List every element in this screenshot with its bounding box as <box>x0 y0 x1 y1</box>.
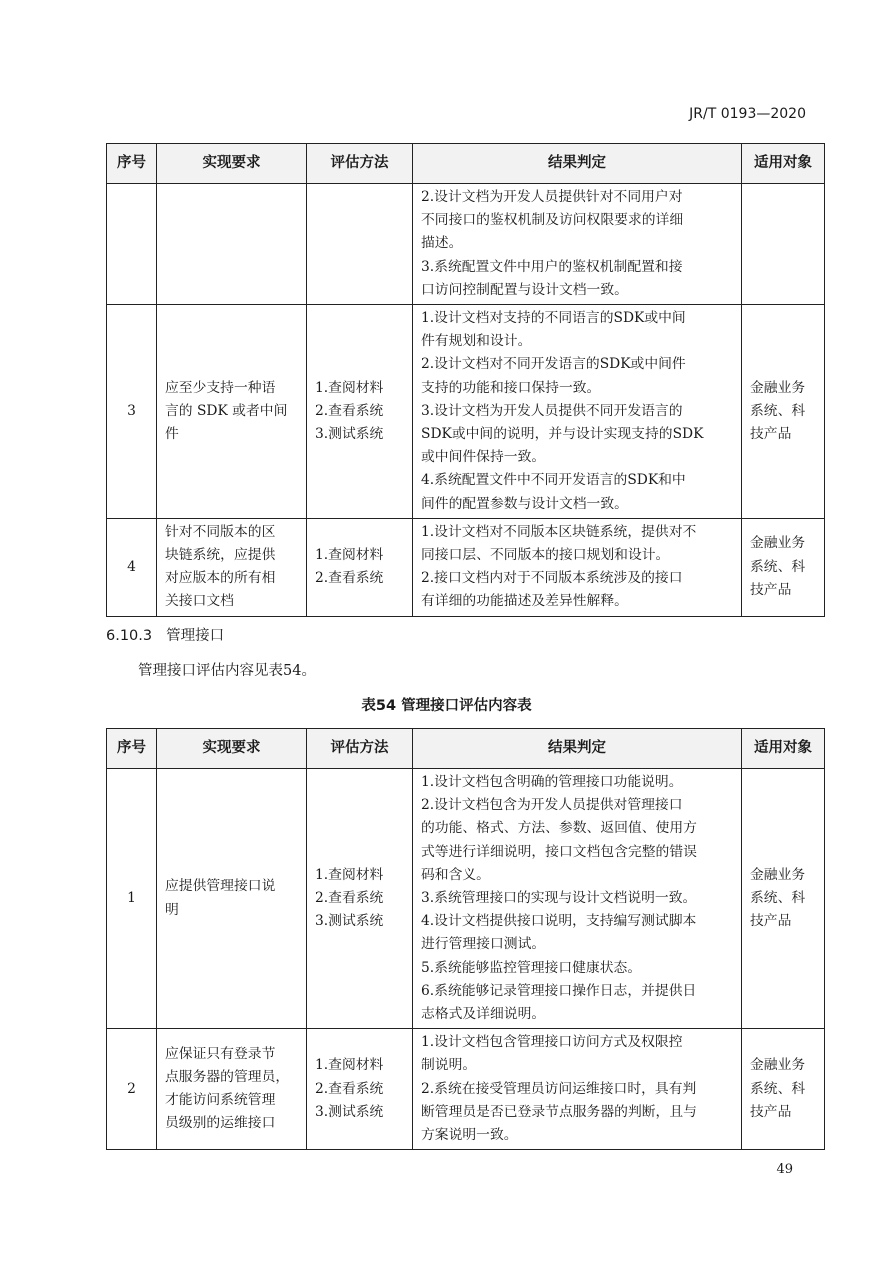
cell-target-line: 系统、科 <box>750 890 806 907</box>
cell-result-line: 方案说明一致。 <box>421 1127 518 1144</box>
cell-number <box>107 184 157 305</box>
cell-result-line: 口访问控制配置与设计文档一致。 <box>421 281 628 298</box>
cell-result-line: 1.设计文档对不同版本区块链系统，提供对不 <box>421 523 697 540</box>
cell-requirement-line: 应保证只有登录节 <box>165 1045 276 1062</box>
cell-target <box>742 769 825 1029</box>
table-body <box>107 184 825 617</box>
cell-requirement <box>157 518 307 616</box>
cell-requirement <box>157 305 307 519</box>
cell-method-line: 1.查阅材料 <box>315 379 384 396</box>
cell-result-line: 同接口层、不同版本的接口规划和设计。 <box>421 547 670 564</box>
cell-target-line: 金融业务 <box>750 866 806 883</box>
cell-target-line: 金融业务 <box>750 535 806 552</box>
column-header-method: 评估方法 <box>307 144 413 184</box>
page-number: 49 <box>776 1162 793 1177</box>
cell-target-line: 技产品 <box>750 581 792 598</box>
cell-requirement-line: 点服务器的管理员， <box>165 1069 290 1086</box>
cell-result-line: 间件的配置参数与设计文档一致。 <box>421 495 628 512</box>
cell-result-line: 3.系统管理接口的实现与设计文档说明一致。 <box>421 890 697 907</box>
cell-number: 3 <box>107 305 157 519</box>
document-code: JR/T 0193—2020 <box>689 106 806 122</box>
column-header-result: 结果判定 <box>413 729 742 769</box>
cell-target-line: 技产品 <box>750 913 792 930</box>
cell-target <box>742 518 825 616</box>
cell-result-line: 2.设计文档为开发人员提供针对不同用户对 <box>421 189 683 205</box>
column-header-requirement: 实现要求 <box>157 729 307 769</box>
table-row <box>107 305 825 519</box>
cell-result-line: 断管理员是否已登录节点服务器的判断，且与 <box>421 1103 697 1120</box>
cell-target-line: 技产品 <box>750 426 792 443</box>
cell-result-line: 2.接口文档内对于不同版本系统涉及的接口 <box>421 570 683 587</box>
cell-requirement-line: 对应版本的所有相 <box>165 570 276 587</box>
cell-requirement-line: 块链系统，应提供 <box>165 547 276 564</box>
cell-result-line: 2.设计文档包含为开发人员提供对管理接口 <box>421 797 683 814</box>
cell-result-line: 3.设计文档为开发人员提供不同开发语言的 <box>421 402 683 419</box>
cell-result-line: 式等进行详细说明，接口文档包含完整的错误 <box>421 843 697 860</box>
column-header-requirement: 实现要求 <box>157 144 307 184</box>
cell-result-line: 4.系统配置文件中不同开发语言的SDK和中 <box>421 472 686 489</box>
cell-result-line: 志格式及详细说明。 <box>421 1006 546 1023</box>
cell-result-line: 支持的功能和接口保持一致。 <box>421 379 601 396</box>
cell-result-line: 有详细的功能描述及差异性解释。 <box>421 593 628 610</box>
cell-result-line: SDK或中间的说明，并与设计实现支持的SDK <box>421 426 704 443</box>
cell-result-line: 不同接口的鉴权机制及访问权限要求的详细 <box>421 212 684 229</box>
table-row <box>107 1029 825 1150</box>
table-body <box>107 769 825 1150</box>
cell-result <box>413 184 742 305</box>
cell-target-line: 金融业务 <box>750 1057 806 1074</box>
table-row <box>107 769 825 1029</box>
cell-result <box>413 305 742 519</box>
cell-result <box>413 769 742 1029</box>
cell-result-line: 2.设计文档对不同开发语言的SDK或中间件 <box>421 356 686 373</box>
cell-number: 1 <box>107 769 157 1029</box>
cell-method-line: 2.查看系统 <box>315 890 384 907</box>
cell-requirement-line: 应提供管理接口说 <box>165 878 276 895</box>
cell-result-line: 1.设计文档包含明确的管理接口功能说明。 <box>421 774 683 790</box>
cell-requirement-line: 员级别的运维接口 <box>165 1115 276 1132</box>
section-title: 管理接口 <box>166 628 225 644</box>
cell-requirement-line: 应至少支持一种语 <box>165 379 276 396</box>
management-interface-table <box>106 728 825 1150</box>
cell-result-line: 的功能、格式、方法、参数、返回值、使用方 <box>421 820 697 837</box>
cell-requirement-line: 针对不同版本的区 <box>165 523 276 540</box>
cell-requirement-line: 言的 SDK 或者中间 <box>165 402 288 419</box>
cell-result-line: 3.系统配置文件中用户的鉴权机制配置和接 <box>421 258 683 275</box>
cell-result-line: 1.设计文档对支持的不同语言的SDK或中间 <box>421 310 686 327</box>
cell-target <box>742 305 825 519</box>
cell-method-line: 2.查看系统 <box>315 1080 384 1097</box>
cell-target-line: 系统、科 <box>750 402 806 419</box>
cell-method-line: 2.查看系统 <box>315 570 384 587</box>
cell-target-line: 技产品 <box>750 1103 792 1120</box>
cell-result-line: 描述。 <box>421 235 463 252</box>
cell-result <box>413 518 742 616</box>
cell-target-line: 系统、科 <box>750 1080 806 1097</box>
cell-method-line: 2.查看系统 <box>315 402 384 419</box>
cell-number: 4 <box>107 518 157 616</box>
column-header-method: 评估方法 <box>307 729 413 769</box>
cell-result-line: 进行管理接口测试。 <box>421 936 546 953</box>
cell-result-line: 5.系统能够监控管理接口健康状态。 <box>421 959 642 976</box>
cell-method <box>307 305 413 519</box>
cell-requirement <box>157 1029 307 1150</box>
cell-requirement <box>157 184 307 305</box>
cell-target <box>742 1029 825 1150</box>
cell-requirement-line: 明 <box>165 901 179 918</box>
cell-number: 2 <box>107 1029 157 1150</box>
table-caption: 表54 管理接口评估内容表 <box>361 698 532 714</box>
column-header-target: 适用对象 <box>742 729 825 769</box>
table-row <box>107 518 825 616</box>
cell-result-line: 件有规划和设计。 <box>421 333 532 350</box>
requirements-table-continued <box>106 143 825 617</box>
column-header-number: 序号 <box>107 144 157 184</box>
cell-method-line: 1.查阅材料 <box>315 866 384 883</box>
cell-method <box>307 184 413 305</box>
cell-result-line: 或中间件保持一致。 <box>421 449 546 466</box>
cell-method-line: 3.测试系统 <box>315 426 384 443</box>
column-header-result: 结果判定 <box>413 144 742 184</box>
cell-method <box>307 1029 413 1150</box>
cell-result <box>413 1029 742 1150</box>
table-header-row <box>107 144 825 184</box>
cell-requirement-line: 件 <box>165 426 179 443</box>
cell-target-line: 金融业务 <box>750 379 806 396</box>
cell-method-line: 3.测试系统 <box>315 913 384 930</box>
cell-result-line: 4.设计文档提供接口说明，支持编写测试脚本 <box>421 913 697 930</box>
table-row <box>107 184 825 305</box>
cell-result-line: 1.设计文档包含管理接口访问方式及权限控 <box>421 1034 683 1051</box>
table-header-row <box>107 729 825 769</box>
cell-requirement-line: 关接口文档 <box>165 593 234 610</box>
column-header-number: 序号 <box>107 729 157 769</box>
cell-method <box>307 769 413 1029</box>
cell-method-line: 1.查阅材料 <box>315 547 384 564</box>
cell-target <box>742 184 825 305</box>
intro-paragraph: 管理接口评估内容见表54。 <box>138 663 316 679</box>
cell-result-line: 码和含义。 <box>421 866 490 883</box>
section-number: 6.10.3 <box>106 628 153 644</box>
cell-result-line: 制说明。 <box>421 1057 477 1074</box>
cell-result-line: 6.系统能够记录管理接口操作日志，并提供日 <box>421 982 697 999</box>
cell-target-line: 系统、科 <box>750 558 806 575</box>
cell-method-line: 3.测试系统 <box>315 1103 384 1120</box>
cell-method-line: 1.查阅材料 <box>315 1057 384 1074</box>
cell-result-line: 2.系统在接受管理员访问运维接口时，具有判 <box>421 1080 697 1097</box>
cell-method <box>307 518 413 616</box>
cell-requirement-line: 才能访问系统管理 <box>165 1092 276 1109</box>
cell-requirement <box>157 769 307 1029</box>
column-header-target: 适用对象 <box>742 144 825 184</box>
section-heading <box>106 624 224 645</box>
